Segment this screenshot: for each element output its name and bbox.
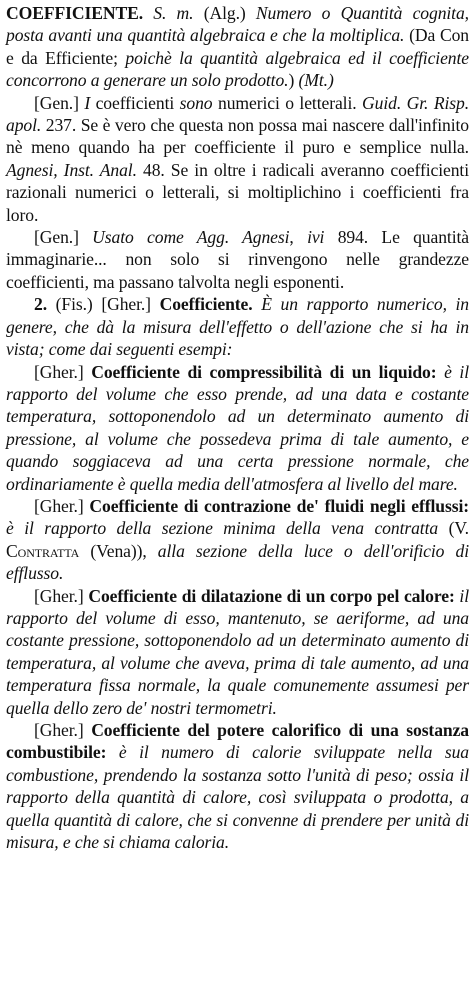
cross-ref-close: (Vena)),: [79, 540, 147, 561]
body-text: 48. Se in oltre i radicali averanno coefficienti razionali numerici o letterali, si moltiplichino i coefficienti fra loro.: [6, 159, 469, 225]
entry-definition: Numero o Quantità cognita, posta avanti una quantità algebraica e che la moltiplica.: [6, 3, 469, 46]
entry-header-paragraph: [6, 2, 469, 92]
source-tag: [Gen.]: [34, 92, 79, 113]
paragraph-sense-2: [6, 293, 469, 360]
sense-number: 2.: [34, 294, 47, 315]
italic-word: I: [84, 92, 91, 113]
source-tag: [Gher.]: [34, 495, 84, 516]
etymology-text: poichè la quantità algebraica ed il coefficiente concorrono a generare un solo prodotto.: [6, 47, 469, 91]
paragraph-compressibilita: [6, 361, 469, 495]
paragraph-usato-come-agg: [6, 226, 469, 293]
grammar-label: S. m.: [153, 3, 194, 23]
paragraph-coefficienti-numerici: [6, 92, 469, 226]
italic-word: sono: [179, 92, 213, 113]
body-text: 237. Se è vero che questa non possa mai nascere dall'infinito nè meno quando ha per coefficiente il puro e semplice nulla.: [6, 115, 469, 158]
sense-definition: è il rapporto della sezione minima della vena contratta: [6, 518, 439, 539]
source-tag: [Gen.]: [34, 227, 79, 248]
body-text: numerici o letterali.: [212, 92, 363, 113]
sense-term: Coefficiente del potere calorifico di una sostanza combustibile:: [6, 720, 469, 763]
paragraph-contrazione: [6, 495, 469, 585]
body-text: 894. Le quantità immaginarie... non solo si rinvengono nelle grandezze coefficienti, ma passano talvolta negli esponenti.: [6, 227, 469, 292]
usage-note: Usato come Agg. Agnesi: [92, 227, 290, 248]
body-text: coefficienti: [90, 92, 180, 113]
sense-definition: è il numero di calorie sviluppate nella sua combustione, prendendo la sostanza sotto l'unità di peso; ossia il rapporto della quantità di calore, così sviluppata o prodotta, a quella quantità di calore, che si convenne di prendere per unità di misura, e che si chiama caloria.: [6, 742, 469, 853]
paragraph-potere-calorifico: [6, 719, 469, 853]
sense-definition: alla sezione della luce o dell'orificio di efflusso.: [6, 540, 469, 584]
paragraph-dilatazione: [6, 585, 469, 719]
citation: Guid. Gr. Risp. apol.: [6, 92, 469, 136]
body-text: ,: [289, 227, 308, 248]
source-tag: [Gher.]: [34, 720, 84, 740]
sense-definition: È un rapporto numerico, in genere, che dà la misura dell'effetto o dell'azione che si ha in vista; come dai seguenti esempi:: [6, 294, 469, 360]
citation: Agnesi, Inst. Anal.: [6, 159, 137, 180]
cross-ref-open: (V.: [448, 518, 469, 539]
sense-term: Coefficiente di contrazione de' fluidi negli efflussi:: [89, 495, 469, 516]
cross-ref-word: Contratta: [6, 540, 80, 561]
sense-definition: il rapporto del volume di esso, mantenuto, se aeriforme, ad una costante pressione, sottoponendolo ad un determinato aumento di temperatura, al volume che aveva, prima di tale aumento, ad una temperatura fissa normale, la quale comunemente assumesi per quella dello zero de' nostri termometri.: [6, 585, 469, 718]
citation: ivi: [307, 227, 325, 248]
sense-term: Coefficiente di dilatazione di un corpo pel calore:: [88, 585, 455, 606]
sense-term: Coefficiente di compressibilità di un liquido:: [91, 361, 437, 382]
source-tag: [Gher.]: [34, 585, 84, 606]
domain-tag: (Fis.): [55, 294, 93, 315]
source-tag: [Gher.]: [34, 361, 84, 382]
headword: COEFFICIENTE.: [6, 3, 144, 23]
sense-term: Coefficiente.: [159, 294, 253, 315]
domain-tag: (Alg.): [203, 3, 246, 23]
source-tag: [Gher.]: [101, 294, 151, 315]
sense-definition: è il rapporto del volume che esso prende, ad una data e costante temperatura, sottoponendolo ad un determinato aumento di pressione, al volume che possedeva prima di tale aumento, e quando soggiaceva ad una certa pressione normale, che ordinariamente è quella media dell'atmosfera al livello del mare.: [6, 361, 469, 494]
etymology-source: (Mt.): [298, 70, 334, 91]
etymology-close: ): [288, 70, 295, 91]
etymology-open: (Da Con e da Efficiente;: [6, 25, 469, 68]
